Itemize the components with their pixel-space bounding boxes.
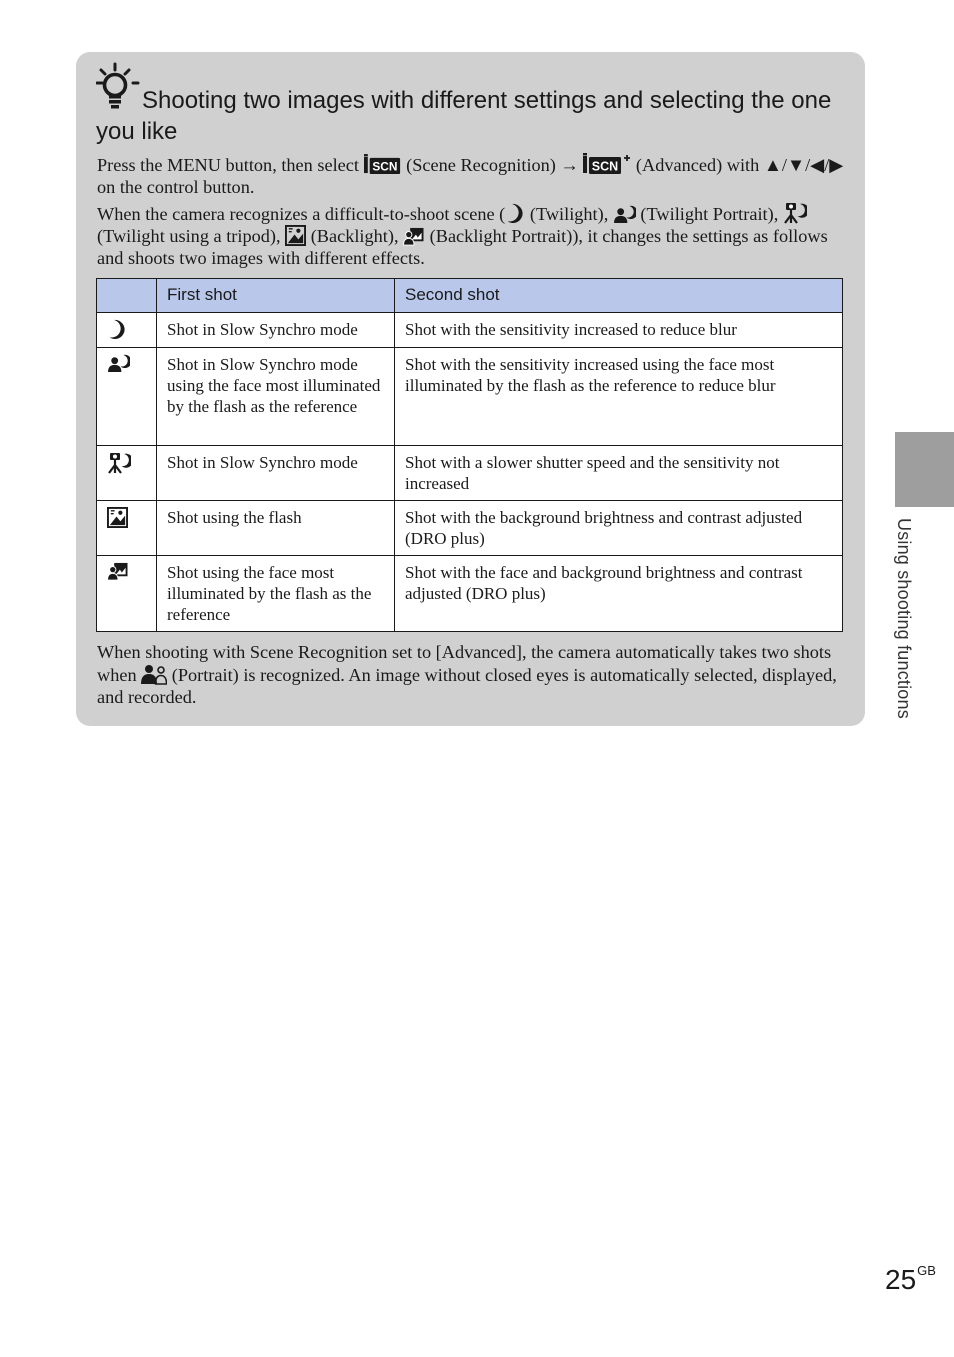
twilight-portrait-icon [613,205,636,224]
table-row [97,446,843,501]
p1-text-b: (Scene Recognition) [401,155,561,175]
scene-icon-cell [97,556,157,632]
page-number-value: 25 [885,1264,917,1295]
first-shot-cell: Shot using the flash [157,501,395,556]
twilight-tripod-icon [783,202,807,224]
p2-text-a: When the camera recognizes a difficult-to-shoot scene ( [97,204,506,224]
scene-icon-cell [97,446,157,501]
p2-text-b: (Twilight), [525,204,613,224]
twilight-tripod-icon [107,452,131,474]
page-number [885,1263,936,1296]
first-shot-cell: Shot in Slow Synchro mode [157,446,395,501]
tip-title [96,62,836,147]
p3-text-a: When shooting with Scene Recognition set to [Advanced], the camera automatically takes two shots when [97,642,832,685]
arrow-right-icon: → [560,155,579,175]
table-row [97,501,843,556]
backlight-portrait-icon [403,227,425,246]
p2-text-f: (Backlight Portrait)), it changes the settings as follows and shoots two images with different effects. [97,226,828,268]
table-header-row [97,279,843,313]
twilight-icon [107,319,127,340]
tip-title-text: Shooting two images with different settings and selecting the one you like [96,87,832,145]
backlight-portrait-icon [107,562,129,581]
scene-icon-cell [97,313,157,348]
backlight-icon [285,225,306,246]
second-shot-cell: Shot with the sensitivity increased using the face most illuminated by the flash as the reference to reduce blur [395,348,843,446]
table-row [97,348,843,446]
scene-recognition-icon [364,154,402,175]
scene-recognition-advanced-icon [583,153,631,175]
scene-icon-cell [97,501,157,556]
table-row [97,313,843,348]
section-side-label: Using shooting functions [894,518,914,719]
instruction-paragraph [97,153,845,198]
second-shot-cell: Shot with the face and background brightness and contrast adjusted (DRO plus) [395,556,843,632]
twilight-icon [505,203,525,224]
backlight-icon [107,507,128,528]
second-shot-cell: Shot with a slower shutter speed and the sensitivity not increased [395,446,843,501]
section-tab-marker [895,432,954,507]
first-shot-cell: Shot in Slow Synchro mode [157,313,395,348]
table-header-first-shot: First shot [157,279,395,313]
p2-text-c: (Twilight Portrait), [635,204,783,224]
p1-text-c: (Advanced) with ▲/▼/◀/▶ on the control button. [97,155,844,197]
second-shot-cell: Shot with the background brightness and contrast adjusted (DRO plus) [395,501,843,556]
table-row [97,556,843,632]
portrait-note-paragraph [97,641,845,708]
page-number-suffix: GB [917,1263,936,1278]
first-shot-cell: Shot using the face most illuminated by the flash as the reference [157,556,395,632]
portrait-icon [141,663,167,685]
description-paragraph [97,202,845,269]
table-header-second-shot: Second shot [395,279,843,313]
p1-text-a: Press the MENU button, then select [97,155,364,175]
shot-settings-table [96,278,843,632]
scene-icon-cell [97,348,157,446]
tip-box [76,52,865,726]
p2-text-e: (Backlight), [306,226,404,246]
p3-text-b: (Portrait) is recognized. An image without closed eyes is automatically selected, displayed, and recorded. [97,665,837,707]
twilight-portrait-icon [107,354,130,373]
table-header-icon [97,279,157,313]
first-shot-cell: Shot in Slow Synchro mode using the face most illuminated by the flash as the reference [157,348,395,446]
second-shot-cell: Shot with the sensitivity increased to reduce blur [395,313,843,348]
lightbulb-hint-icon [96,62,142,112]
p2-text-d: (Twilight using a tripod), [97,226,286,246]
